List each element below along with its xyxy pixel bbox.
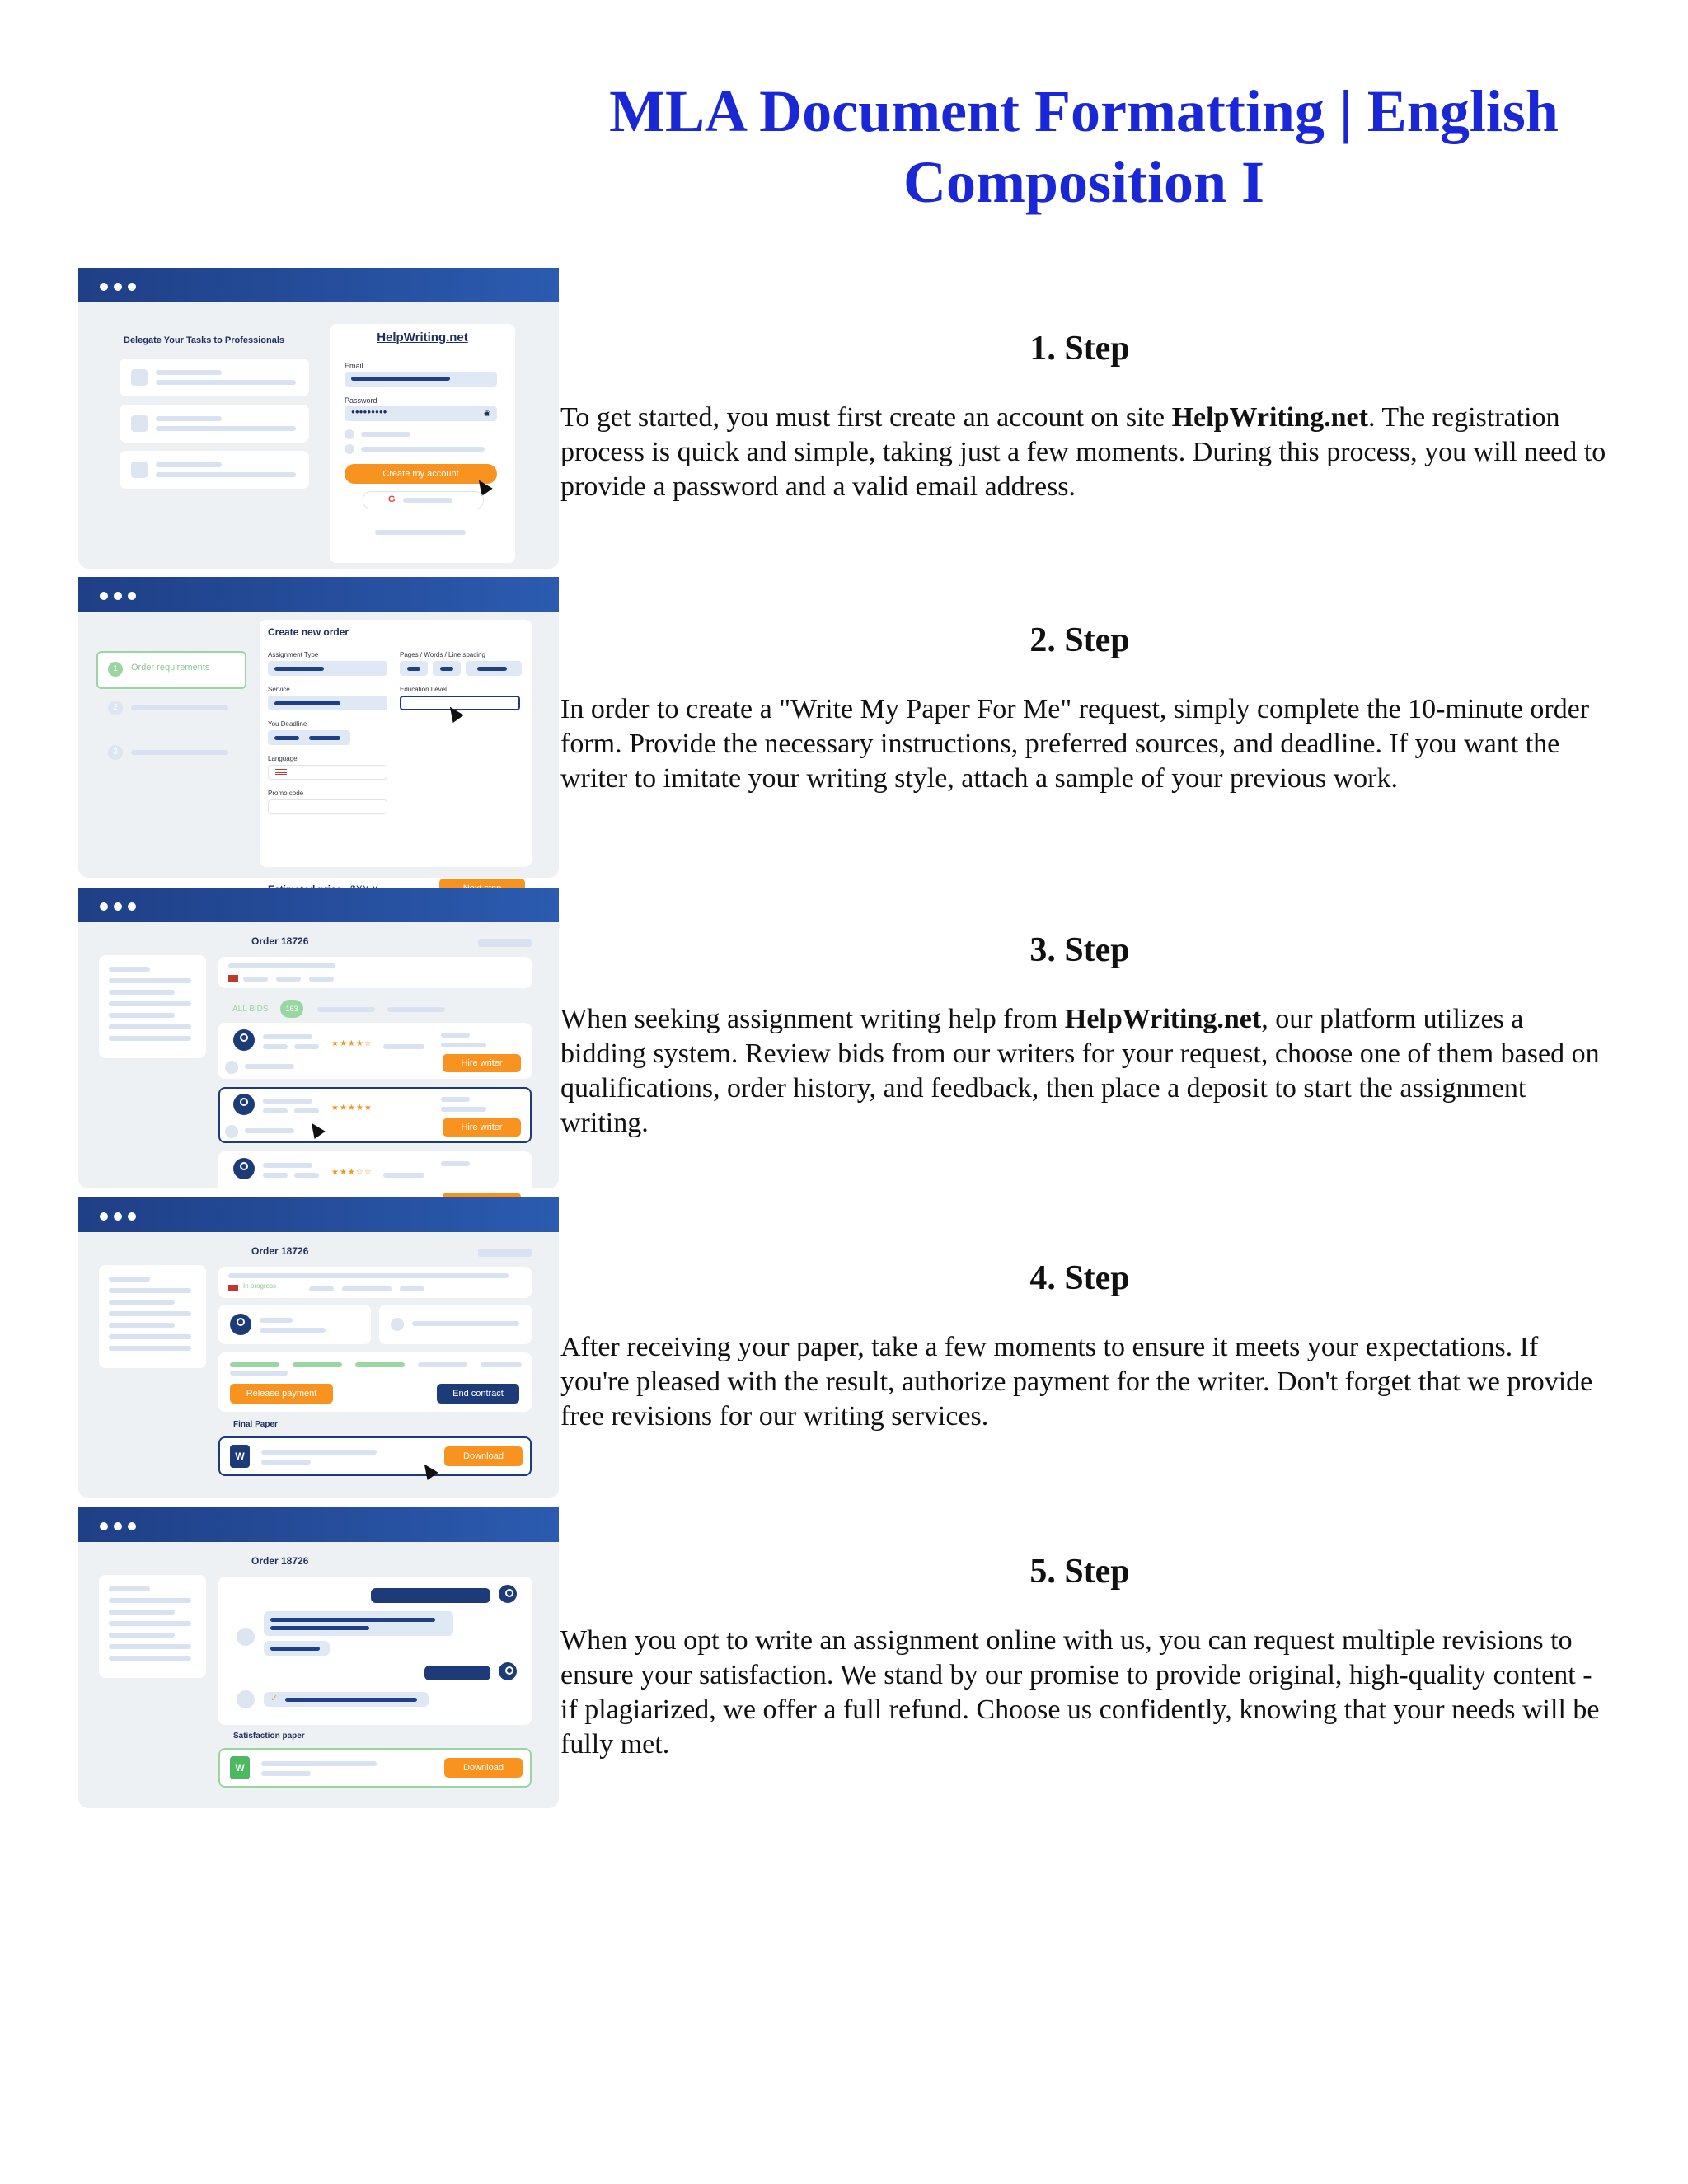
writer-avatar — [233, 1029, 255, 1051]
window-dots — [100, 1520, 142, 1535]
final-paper-label: Final Paper — [233, 1420, 278, 1429]
step-5 — [560, 1551, 1615, 1762]
revision-screenshot — [78, 1507, 559, 1808]
step-4 — [560, 1258, 1615, 1434]
google-signin-button[interactable] — [363, 491, 484, 509]
page-title: MLA Document Formatting | English Composition I — [609, 78, 1559, 215]
language-label: Language — [268, 755, 298, 762]
site-name: HelpWriting.net — [377, 330, 468, 344]
step-2 — [560, 620, 1615, 796]
step-text: After receiving your paper, take a few moments to ensure it meets your expectations. If you're pleased with the result, authorize payment for the writer. Don't forget that we provide free revisions for our writing services. — [560, 1332, 1593, 1432]
step-text: To get started, you must first create an account on site — [560, 402, 1172, 433]
uk-flag-icon — [228, 975, 238, 982]
bid-card — [218, 1023, 532, 1079]
step-number: 1 — [108, 662, 123, 677]
message-bubble — [264, 1692, 429, 1707]
order-number: Order 18726 — [251, 1555, 309, 1567]
bid-card-selected — [218, 1087, 532, 1143]
assignment-type-field[interactable] — [268, 661, 387, 676]
check-icon: ✓ — [270, 1694, 279, 1704]
order-form-heading: Create new order — [268, 626, 349, 638]
step-1 — [560, 328, 1615, 504]
step-heading: 4. Step — [1029, 1259, 1130, 1297]
user-avatar — [237, 1628, 255, 1646]
password-field[interactable] — [345, 406, 497, 421]
final-paper-file — [218, 1436, 532, 1476]
google-icon: G — [388, 494, 396, 504]
step-body — [560, 1002, 1607, 1141]
writer-avatar — [499, 1662, 517, 1680]
message-bubble — [264, 1641, 330, 1656]
window-dots — [100, 900, 142, 915]
satisfaction-paper-file — [218, 1748, 532, 1788]
step-number: 2 — [108, 701, 123, 715]
bids-count-badge: 163 — [280, 1000, 303, 1018]
message-bubble — [424, 1666, 490, 1680]
satisfaction-paper-label: Satisfaction paper — [233, 1732, 305, 1741]
window-dots — [100, 1210, 142, 1225]
education-field[interactable] — [400, 696, 520, 710]
step-body — [560, 401, 1607, 504]
writer-avatar — [230, 1314, 251, 1335]
create-account-button[interactable]: Create my account — [345, 464, 497, 484]
message-bubble — [264, 1611, 453, 1636]
words-field[interactable] — [433, 661, 461, 676]
service-field[interactable] — [268, 696, 387, 710]
language-field[interactable] — [268, 765, 387, 780]
order-form — [260, 620, 532, 867]
step-heading: 2. Step — [1029, 621, 1130, 659]
status-label: In progress — [243, 1282, 277, 1290]
window-dots — [100, 280, 142, 295]
signup-form — [330, 324, 515, 563]
release-payment-button[interactable]: Release payment — [230, 1384, 333, 1404]
step-number: 3 — [108, 745, 123, 760]
signup-heading: Delegate Your Tasks to Professionals — [124, 335, 285, 345]
step-3 — [560, 930, 1615, 1141]
promo-field[interactable] — [268, 799, 387, 814]
bids-screenshot — [78, 888, 559, 1188]
service-label: Service — [268, 686, 290, 693]
us-flag-icon — [275, 769, 287, 776]
sidebar — [99, 1265, 206, 1368]
pages-label: Pages / Words / Line spacing — [400, 651, 485, 658]
step-text: . The registration process is quick and simple, taking just a few moments. During this process, you will need to provide a password and a valid email address. — [560, 402, 1606, 502]
bid-card — [218, 1151, 532, 1201]
writer-avatar — [499, 1585, 517, 1603]
eye-icon[interactable]: ◉ — [484, 409, 490, 417]
email-label: Email — [345, 362, 363, 370]
order-form-screenshot — [78, 577, 559, 878]
user-avatar — [237, 1690, 255, 1708]
step-body — [560, 1624, 1607, 1762]
step-text: , our platform utilizes a bidding system. Review bids from our writers for your request, choose one of them based on qualifications, order history, and feedback, then place a deposit to start the assignment writing. — [560, 1004, 1600, 1138]
payment-card — [218, 1352, 532, 1412]
word-document-icon: W — [230, 1445, 250, 1468]
info-card — [379, 1305, 532, 1344]
all-bids-label: ALL BIDS — [232, 1005, 269, 1014]
hire-writer-button[interactable]: Hire writer — [443, 1118, 521, 1137]
writer-avatar — [233, 1094, 255, 1115]
step-body — [560, 1330, 1607, 1434]
spacing-field[interactable] — [466, 661, 522, 676]
step-heading: 1. Step — [1029, 330, 1130, 368]
rating-stars: ★★★☆☆ — [331, 1168, 373, 1177]
step-text: When you opt to write an assignment online with us, you can request multiple revisions to ensure your satisfaction. We stand by our promise to provide original, high-quality content - if plagiarized, we offer a full refund. Choose us confidently, knowing that your needs will be fully met. — [560, 1625, 1600, 1760]
signup-screenshot — [78, 268, 559, 569]
email-field[interactable] — [345, 372, 497, 387]
step-heading: 5. Step — [1029, 1553, 1130, 1591]
cursor-icon — [306, 1119, 325, 1139]
step-heading: 3. Step — [1029, 931, 1130, 969]
education-label: Education Level — [400, 686, 447, 693]
word-document-icon: W — [230, 1756, 250, 1779]
deadline-label: You Deadline — [268, 720, 307, 728]
window-bar — [78, 1197, 559, 1232]
final-paper-screenshot — [78, 1197, 559, 1498]
deadline-field[interactable] — [268, 730, 350, 745]
promo-label: Promo code — [268, 790, 304, 797]
hire-writer-button[interactable]: Hire writer — [443, 1054, 521, 1072]
window-bar — [78, 888, 559, 922]
password-label: Password — [345, 396, 377, 405]
step-text-bold: HelpWriting.net — [1064, 1004, 1262, 1034]
step-label: Order requirements — [131, 663, 210, 673]
step-body — [560, 692, 1607, 796]
task-card — [120, 359, 309, 396]
writer-card — [218, 1305, 371, 1344]
end-contract-button[interactable]: End contract — [437, 1384, 519, 1404]
window-bar — [78, 577, 559, 612]
step-text: In order to create a "Write My Paper For Me" request, simply complete the 10-minute order form. Provide the necessary instructions, preferred sources, and deadline. If you want the writer to imitate your writing style, attach a sample of your previous work. — [560, 694, 1590, 794]
rating-stars: ★★★★★ — [331, 1104, 373, 1113]
cursor-icon — [419, 1460, 438, 1480]
writer-avatar — [233, 1158, 255, 1179]
password-mask: ●●●●●●●●● — [351, 408, 387, 415]
window-bar — [78, 268, 559, 302]
chat-panel — [218, 1577, 532, 1725]
task-card — [120, 451, 309, 489]
step-text-bold: HelpWriting.net — [1171, 402, 1368, 433]
task-card — [120, 405, 309, 443]
step-text: When seeking assignment writing help from — [560, 1004, 1065, 1034]
sidebar — [99, 1575, 206, 1678]
window-dots — [100, 589, 142, 604]
pages-field[interactable] — [400, 661, 428, 676]
order-number: Order 18726 — [251, 1245, 309, 1257]
order-summary — [218, 957, 532, 988]
assignment-type-label: Assignment Type — [268, 651, 319, 658]
uk-flag-icon — [228, 1285, 238, 1291]
step-order-requirements[interactable] — [96, 651, 246, 689]
order-summary — [218, 1267, 532, 1298]
rating-stars: ★★★★☆ — [331, 1039, 373, 1048]
order-number: Order 18726 — [251, 935, 309, 947]
message-bubble — [371, 1588, 490, 1603]
download-button[interactable]: Download — [444, 1758, 523, 1778]
order-steps-sidebar — [96, 644, 245, 760]
sidebar — [99, 955, 206, 1058]
window-bar — [78, 1507, 559, 1542]
download-button[interactable]: Download — [444, 1446, 523, 1466]
